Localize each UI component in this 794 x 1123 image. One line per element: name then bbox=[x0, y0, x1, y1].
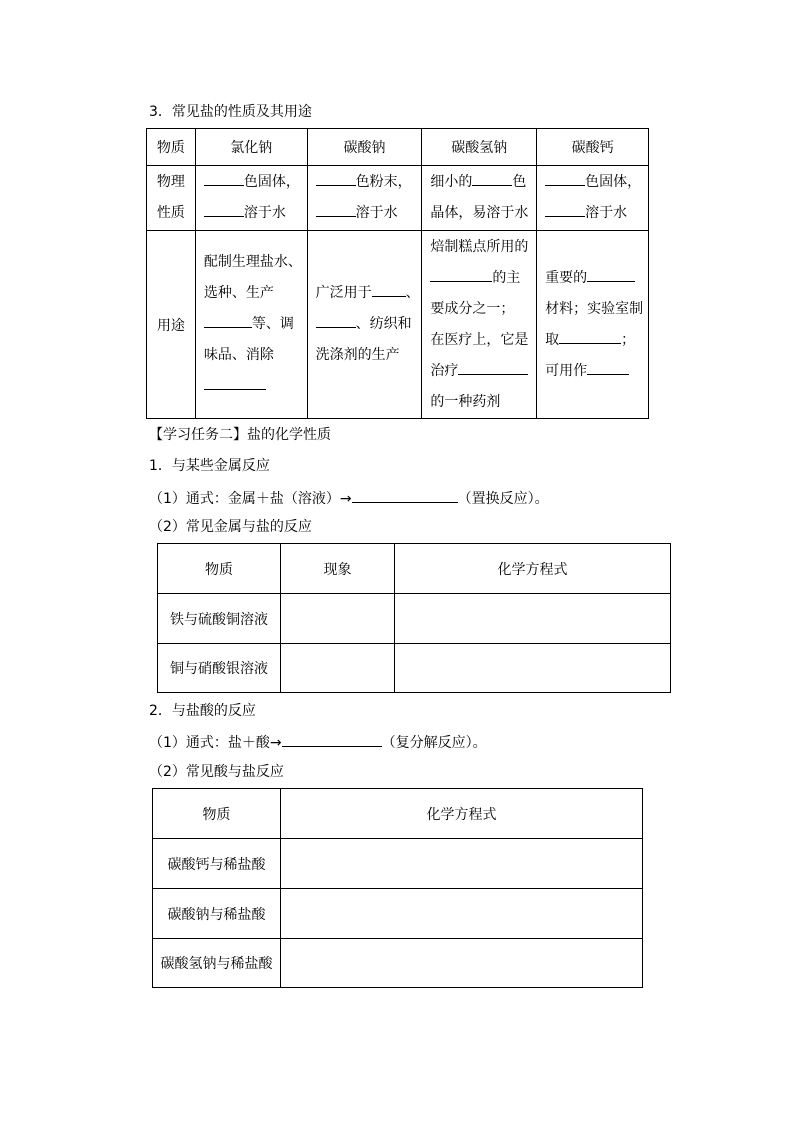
answer-cell bbox=[281, 889, 643, 939]
answer-cell bbox=[395, 594, 671, 644]
row-label: 铜与硝酸银溶液 bbox=[158, 644, 281, 693]
na2co3-physical: 色粉末， 溶于水 bbox=[307, 166, 422, 231]
subsection-title: 1．与某些金属反应 bbox=[149, 458, 270, 474]
answer-cell bbox=[281, 939, 643, 988]
header-cell: 化学方程式 bbox=[281, 789, 643, 839]
metal-salt-table bbox=[157, 543, 671, 693]
answer-cell bbox=[281, 839, 643, 889]
nacl-physical: 色固体， 溶于水 bbox=[195, 166, 307, 231]
subsection-title: 2．与盐酸的反应 bbox=[149, 703, 256, 719]
answer-cell bbox=[281, 644, 395, 693]
header-cell: 碳酸钙 bbox=[537, 129, 649, 166]
row-label: 用途 bbox=[147, 231, 196, 419]
answer-blank bbox=[282, 731, 382, 747]
caco3-use: 重要的 材料；实验室制 取 ； 可用作 bbox=[537, 231, 649, 419]
caco3-physical: 色固体， 溶于水 bbox=[537, 166, 649, 231]
header-cell: 物质 bbox=[153, 789, 281, 839]
task-heading: 【学习任务二】盐的化学性质 bbox=[149, 427, 331, 443]
answer-cell bbox=[395, 644, 671, 693]
row-label: 碳酸钙与稀盐酸 bbox=[153, 839, 281, 889]
header-cell: 化学方程式 bbox=[395, 544, 671, 594]
header-cell: 现象 bbox=[281, 544, 395, 594]
answer-cell bbox=[281, 594, 395, 644]
subsection-subtitle: （2）常见金属与盐的反应 bbox=[149, 519, 312, 535]
general-formula: （1）通式：金属＋盐（溶液）→ （置换反应）。 bbox=[149, 487, 549, 509]
header-cell: 物质 bbox=[147, 129, 196, 166]
na2co3-use: 广泛用于 、 、纺织和 洗涤剂的生产 bbox=[307, 231, 422, 419]
subsection-subtitle: （2）常见酸与盐反应 bbox=[149, 764, 284, 780]
header-cell: 氯化钠 bbox=[195, 129, 307, 166]
nahco3-use: 焙制糕点所用的 的主 要成分之一； 在医疗上，它是 治疗 的一种药剂 bbox=[422, 231, 537, 419]
row-label: 碳酸氢钠与稀盐酸 bbox=[153, 939, 281, 988]
section-title: 3．常见盐的性质及其用途 bbox=[149, 104, 312, 120]
nahco3-physical: 细小的 色 晶体，易溶于水 bbox=[422, 166, 537, 231]
nacl-use: 配制生理盐水、 选种、生产 等、调 味品、消除 bbox=[195, 231, 307, 419]
general-formula: （1）通式：盐＋酸→ （复分解反应）。 bbox=[149, 731, 487, 753]
header-cell: 碳酸氢钠 bbox=[422, 129, 537, 166]
header-cell: 碳酸钠 bbox=[307, 129, 422, 166]
acid-salt-table bbox=[152, 788, 643, 988]
header-cell: 物质 bbox=[158, 544, 281, 594]
row-label: 碳酸钠与稀盐酸 bbox=[153, 889, 281, 939]
row-label: 铁与硫酸铜溶液 bbox=[158, 594, 281, 644]
row-label: 物理 性质 bbox=[147, 166, 196, 231]
answer-blank bbox=[352, 487, 458, 503]
salt-properties-table bbox=[146, 128, 649, 419]
